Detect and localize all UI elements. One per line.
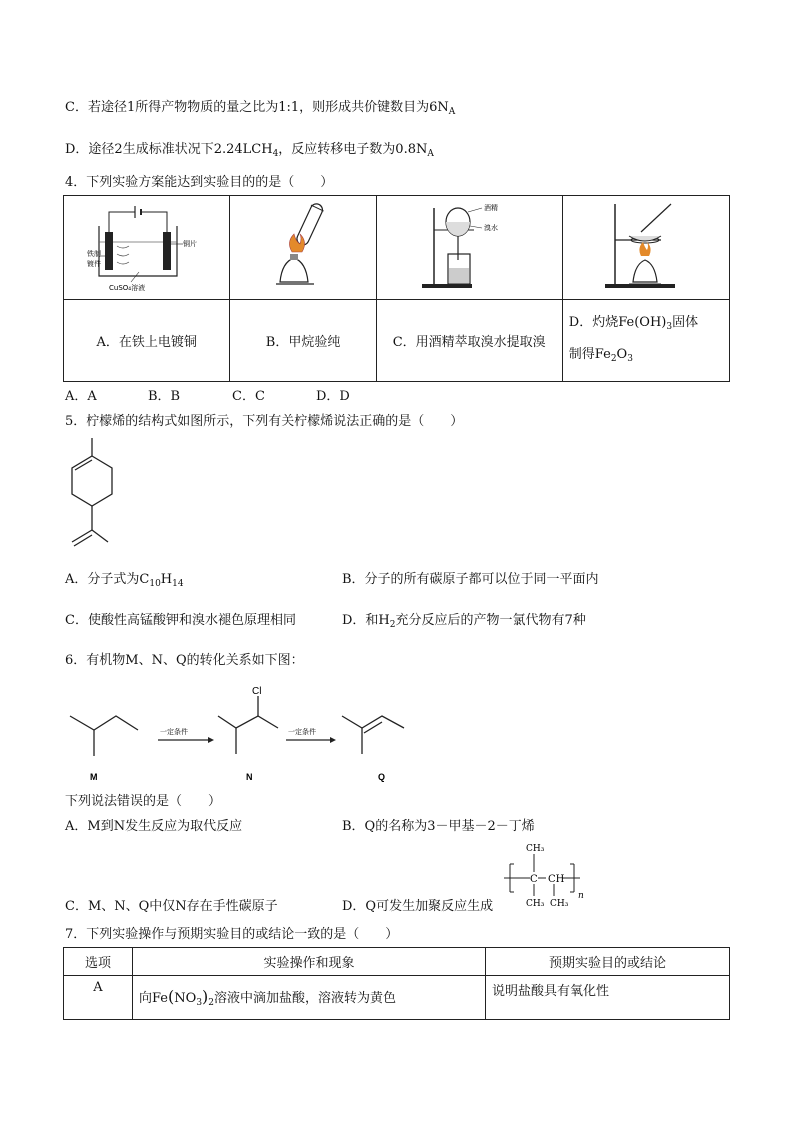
q7-header-conclusion: 预期实验目的或结论 bbox=[486, 948, 730, 976]
poly-c: C bbox=[530, 874, 538, 885]
q6-option-a: A．M到N发生反应为取代反应 bbox=[65, 819, 243, 834]
label-iron2: 镀件 bbox=[86, 259, 101, 268]
q4-cell-c: C．用酒精萃取溴水提取溴 bbox=[376, 300, 562, 382]
poly-n: n bbox=[578, 891, 584, 901]
q5-option-c: C．使酸性高锰酸钾和溴水褪色原理相同 bbox=[65, 613, 296, 628]
q5-stem: 5．柠檬烯的结构式如图所示，下列有关柠檬烯说法正确的是（ ） bbox=[65, 414, 464, 429]
q6-option-d: D．Q可发生加聚反应生成 bbox=[342, 899, 494, 914]
q6-option-c: C．M、N、Q中仅N存在手性碳原子 bbox=[65, 899, 278, 914]
condition-2: 一定条件 bbox=[288, 728, 316, 736]
q4-choice-a: A．A bbox=[65, 389, 97, 404]
q7-row-a-option: A bbox=[64, 976, 133, 1020]
condition-1: 一定条件 bbox=[160, 728, 188, 736]
q5-option-a: A．分子式为$C_{10}H_{14}$ bbox=[65, 572, 184, 589]
q5-option-b: B．分子的所有碳原子都可以位于同一平面内 bbox=[342, 572, 599, 587]
q7-header-option: 选项 bbox=[64, 948, 133, 976]
limonene-structure-icon bbox=[60, 432, 150, 562]
poly-ch3-top: CH₃ bbox=[526, 844, 545, 854]
q6-option-b: B．Q的名称为3－甲基－2－丁烯 bbox=[342, 819, 535, 834]
q3-option-d: D．途径2生成标准状况下$2.24LCH_4$，反应转移电子数为$0.8N_A$ bbox=[65, 142, 434, 159]
q6-sub-stem: 下列说法错误的是（ ） bbox=[65, 794, 222, 809]
q4-figure-d bbox=[562, 196, 729, 300]
q4-cell-b: B．甲烷验纯 bbox=[230, 300, 376, 382]
label-m: M bbox=[90, 772, 98, 782]
q4-figure-c bbox=[376, 196, 562, 300]
q4-cell-a: A．在铁上电镀铜 bbox=[64, 300, 230, 382]
q7-row-a-operation: 向$Fe(NO_3)_2$溶液中滴加盐酸，溶液转为黄色 bbox=[133, 976, 486, 1020]
label-copper: 铜片 bbox=[182, 239, 197, 248]
q4-figure-a bbox=[64, 196, 230, 300]
poly-ch: CH bbox=[548, 874, 565, 885]
q6-reaction-scheme bbox=[60, 684, 430, 788]
q4-apparatus-table bbox=[63, 195, 730, 382]
q4-choice-b: B．B bbox=[148, 389, 181, 404]
label-iron: 铁制 bbox=[86, 249, 101, 258]
separatory-funnel-icon bbox=[414, 198, 524, 294]
q4-choice-d: D．D bbox=[316, 389, 350, 404]
poly-ch3-bl: CH₃ bbox=[526, 899, 545, 909]
q4-stem: 4．下列实验方案能达到实验目的的是（ ） bbox=[65, 175, 334, 190]
label-n: N bbox=[246, 772, 253, 782]
label-bromine-water: 溴水 bbox=[484, 223, 499, 232]
q7-header-operation: 实验操作和现象 bbox=[133, 948, 486, 976]
test-tube-burner-icon bbox=[268, 198, 338, 294]
polymer-structure bbox=[500, 838, 590, 910]
q3-option-c: C．若途径1所得产物物质的量之比为1:1，则形成共价键数目为$6N_A$ bbox=[65, 100, 456, 117]
q5-option-d: D．和$H_2$充分反应后的产物一氯代物有7种 bbox=[342, 613, 586, 630]
electroplating-apparatus-icon bbox=[87, 198, 207, 294]
label-q: Q bbox=[378, 772, 386, 782]
q4-cell-d: D．灼烧$Fe(OH)_3$固体 制得$Fe_2O_3$ bbox=[562, 300, 729, 382]
label-cuso4: CuSO₄溶液 bbox=[108, 283, 145, 292]
q7-row-a-conclusion: 说明盐酸具有氧化性 bbox=[486, 976, 730, 1020]
evaporating-dish-heating-icon bbox=[601, 198, 691, 294]
chlorine-label: Cl bbox=[252, 686, 262, 697]
poly-ch3-br: CH₃ bbox=[550, 899, 569, 909]
q4-choice-c: C．C bbox=[232, 389, 265, 404]
q6-stem: 6．有机物M、N、Q的转化关系如下图： bbox=[65, 653, 304, 668]
q7-stem: 7．下列实验操作与预期实验目的或结论一致的是（ ） bbox=[65, 927, 399, 942]
label-alcohol: 酒精 bbox=[484, 203, 499, 212]
q7-table bbox=[63, 947, 730, 1020]
q4-figure-b bbox=[230, 196, 376, 300]
